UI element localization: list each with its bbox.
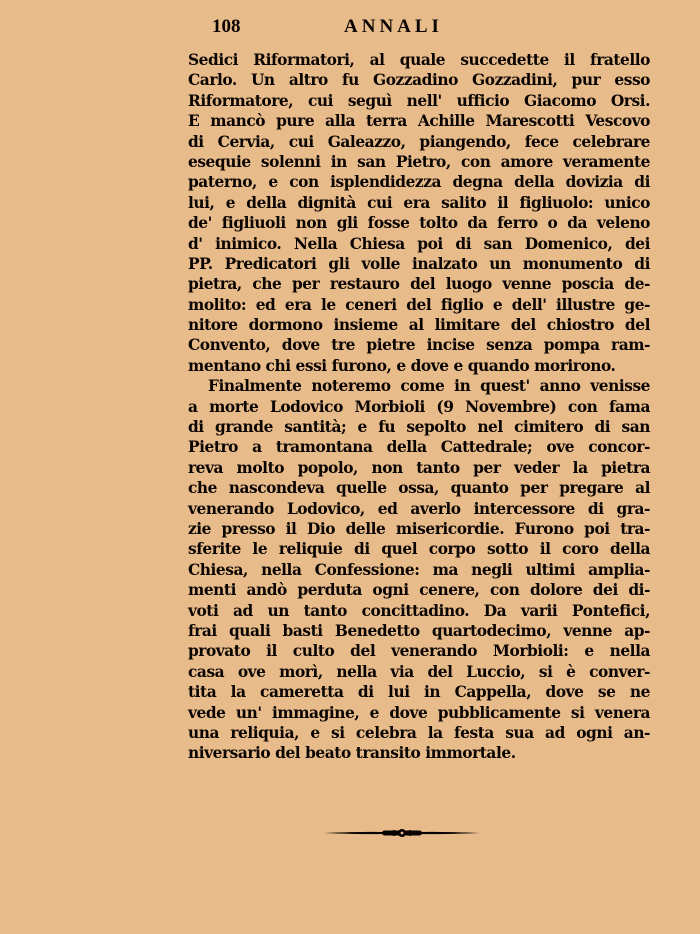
text-line: a morte Lodovico Morbioli (9 Novembre) con fama — [188, 397, 650, 416]
text-line: esequie solenni in san Pietro, con amore veramente — [188, 152, 650, 171]
text-line: vede un' immagine, e dove pubblicamente si venera — [188, 703, 650, 722]
text-line: molito: ed era le ceneri del figlio e dell' illustre ge- — [188, 295, 650, 314]
text-line: E mancò pure alla terra Achille Marescotti Vescovo — [188, 112, 650, 131]
text-line: nitore dormono insieme al limitare del chiostro del — [188, 316, 650, 335]
text-line: mentano chi essi furono, e dove e quando morirono. — [188, 356, 616, 375]
text-line: niversario del beato transito immortale. — [188, 744, 516, 763]
page-header — [0, 16, 700, 46]
text-line: tita la cameretta di lui in Cappella, dove se ne — [188, 683, 650, 702]
running-head: ANNALI — [344, 16, 443, 37]
text-line: Carlo. Un altro fu Gozzadino Gozzadini, pur esso — [188, 71, 650, 90]
text-line: provato il culto del venerando Morbioli: e nella — [188, 642, 650, 661]
text-line: pietra, che per restauro del luogo venne poscia de- — [188, 275, 650, 294]
text-line: sferite le reliquie di quel corpo sotto il coro della — [188, 540, 650, 559]
text-line: Convento, dove tre pietre incise senza pompa ram- — [188, 336, 650, 355]
ornamental-divider — [322, 826, 482, 840]
page-number: 108 — [212, 16, 241, 37]
text-line: venerando Lodovico, ed averlo intercessore di gra- — [188, 499, 650, 518]
text-line: lui, e della dignità cui era salito il figliuolo: unico — [188, 193, 650, 212]
text-line: Sedici Riformatori, al quale succedette il fratello — [188, 51, 650, 69]
text-line: paterno, e con isplendidezza degna della dovizia di — [188, 173, 650, 192]
text-line: reva molto popolo, non tanto per veder la pietra — [188, 458, 650, 477]
text-line: Riformatore, cui seguì nell' ufficio Giacomo Orsi. — [188, 91, 650, 110]
body-text — [188, 50, 650, 764]
text-line: voti ad un tanto concittadino. Da varii Pontefici, — [188, 601, 650, 620]
text-line: casa ove morì, nella via del Luccio, si è conver- — [188, 662, 650, 681]
text-line: PP. Predicatori gli volle inalzato un monumento di — [188, 254, 650, 273]
text-line: Pietro a tramontana della Cattedrale; ove concor- — [188, 438, 650, 457]
text-line: menti andò perduta ogni cenere, con dolore dei di- — [188, 581, 650, 600]
text-line: una reliquia, e si celebra la festa sua ad ogni an- — [188, 723, 650, 742]
text-line: di grande santità; e fu sepolto nel cimitero di san — [188, 418, 650, 437]
text-line: frai quali basti Benedetto quartodecimo, venne ap- — [188, 621, 650, 640]
text-line: zie presso il Dio delle misericordie. Furono poi tra- — [188, 519, 650, 538]
text-line: de' figliuoli non gli fosse tolto da ferro o da veleno — [188, 214, 650, 233]
text-line: d' inimico. Nella Chiesa poi di san Domenico, dei — [188, 234, 650, 253]
text-line: che nascondeva quelle ossa, quanto per pregare al — [188, 479, 650, 498]
text-line: di Cervia, cui Galeazzo, piangendo, fece celebrare — [188, 132, 650, 151]
text-line: Chiesa, nella Confessione: ma negli ultimi amplia- — [188, 560, 650, 579]
text-line: Finalmente noteremo come in quest' anno venisse — [208, 377, 650, 396]
